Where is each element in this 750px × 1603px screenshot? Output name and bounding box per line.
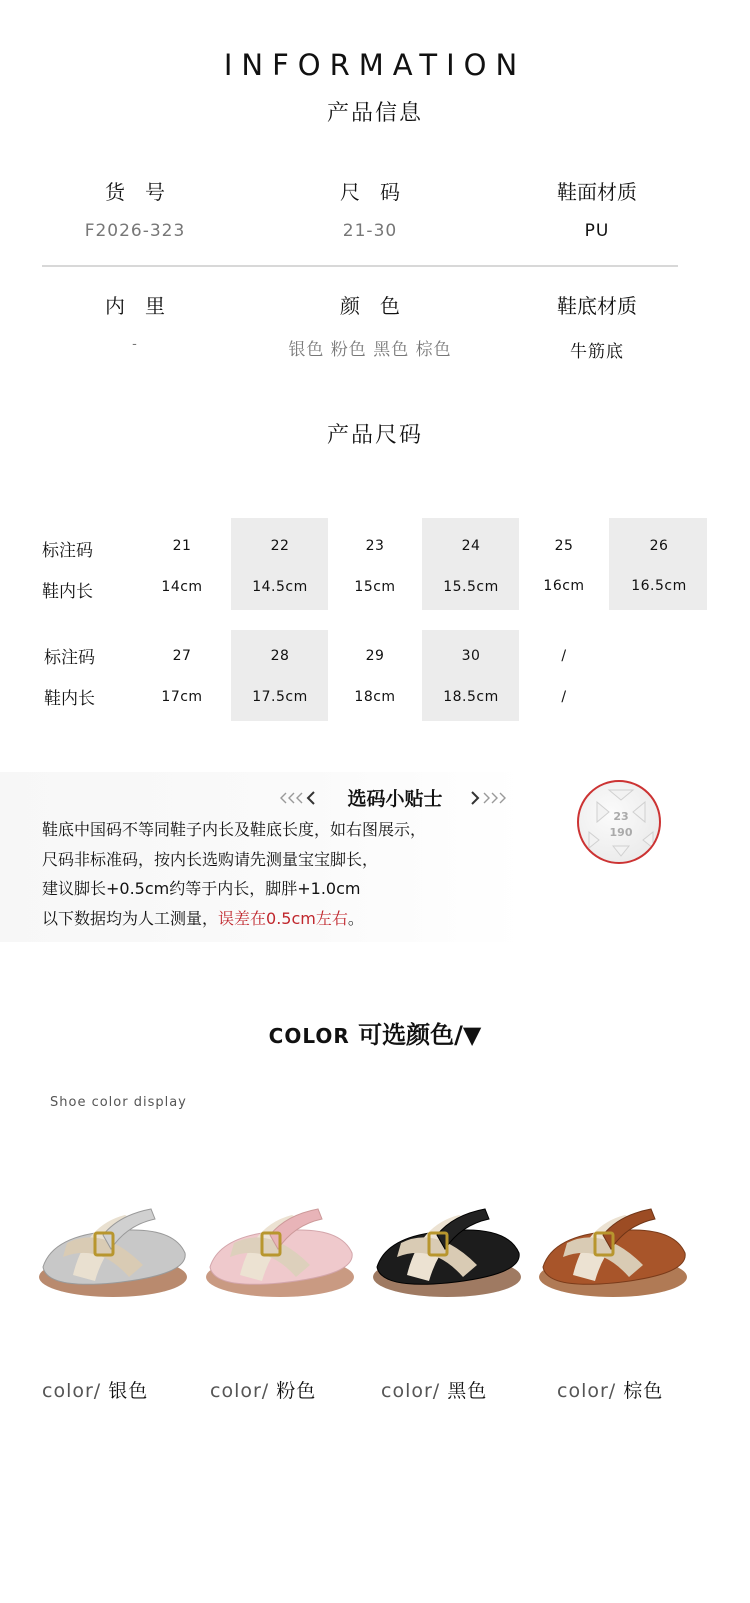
tips-line: 鞋底中国码不等同鞋子内长及鞋底长度，如右图展示， (42, 820, 427, 839)
size-code: 28 (270, 648, 290, 664)
color-label-black (381, 1376, 487, 1403)
info-value: 21-30 (342, 221, 398, 241)
color-title-en: COLOR (268, 1024, 350, 1048)
tips-highlight: 误差在0.5cm左右 (218, 909, 348, 928)
color-name: 棕色 (623, 1380, 664, 1402)
color-prefix: color/ (557, 1380, 617, 1402)
row-label-length: 鞋内长 (44, 689, 95, 709)
info-label: 颜 色 (340, 294, 400, 318)
header-title-cn: 产品信息 (326, 101, 423, 126)
info-item-lining (15, 290, 255, 352)
info-label: 内 里 (105, 294, 165, 318)
size-length: 18cm (354, 689, 396, 705)
color-label-brown (557, 1376, 663, 1403)
size-code: 23 (365, 538, 385, 554)
size-code: 21 (172, 538, 192, 554)
size-code: / (561, 648, 567, 664)
size-cell-shade (231, 630, 328, 721)
info-value: 银色 粉色 黑色 棕色 (288, 340, 452, 360)
size-length: / (561, 689, 567, 705)
tips-line-prefix: 以下数据均为人工测量， (42, 909, 219, 928)
info-value: - (132, 337, 138, 352)
row-label-length: 鞋内长 (42, 582, 93, 602)
row-label-code: 标注码 (42, 541, 93, 561)
color-name: 银色 (108, 1380, 149, 1402)
size-length: 17.5cm (252, 689, 308, 705)
size-length: 17cm (161, 689, 203, 705)
shoe-brown-image (533, 1195, 693, 1305)
tips-line: 尺码非标准码，按内长选购请先测量宝宝脚长， (42, 850, 379, 869)
size-cell-shade (422, 518, 519, 610)
color-name: 粉色 (276, 1380, 317, 1402)
tips-chevron-right-icon (466, 791, 510, 805)
info-item-size (250, 176, 490, 241)
size-length: 14.5cm (252, 579, 308, 595)
tips-line-suffix: 。 (347, 909, 364, 928)
size-code: 25 (554, 538, 574, 554)
shoe-silver-image (33, 1195, 193, 1305)
info-label: 鞋底材质 (557, 294, 637, 318)
size-length: 16cm (543, 578, 585, 594)
color-section-title (0, 1015, 750, 1050)
size-length: 15.5cm (443, 579, 499, 595)
color-label-silver (42, 1376, 148, 1403)
header-title-en: INFORMATION (223, 48, 527, 82)
sole-pattern-icon (579, 782, 661, 864)
size-cell-shade (609, 518, 707, 610)
size-code: 29 (365, 648, 385, 664)
size-length: 15cm (354, 579, 396, 595)
color-label-pink (210, 1376, 316, 1403)
info-label: 鞋面材质 (557, 180, 637, 204)
info-value: 牛筋底 (570, 342, 624, 362)
size-length: 14cm (161, 579, 203, 595)
info-item-article (15, 176, 255, 241)
sole-length-number: 190 (609, 826, 633, 839)
size-section-title: 产品尺码 (326, 423, 423, 448)
size-code: 30 (461, 648, 481, 664)
size-code: 27 (172, 648, 192, 664)
color-title-cn: 可选颜色/▼ (358, 1021, 482, 1049)
info-item-upper-material (477, 176, 717, 241)
info-item-sole-material (477, 290, 717, 362)
row-label-code: 标注码 (44, 648, 95, 668)
info-item-color (250, 290, 490, 360)
info-value: F2026-323 (84, 221, 186, 241)
sole-closeup-image (577, 780, 661, 864)
color-prefix: color/ (210, 1380, 270, 1402)
shoe-caption: Shoe color display (50, 1095, 187, 1110)
shoe-pink-image (200, 1195, 360, 1305)
color-name: 黑色 (447, 1380, 488, 1402)
tips-line: 建议脚长+0.5cm约等于内长，脚胖+1.0cm (42, 879, 361, 898)
size-code: 22 (270, 538, 290, 554)
sole-size-number: 23 (613, 810, 629, 823)
tips-chevron-left-icon (276, 791, 320, 805)
size-code: 26 (649, 538, 669, 554)
shoe-black-image (367, 1195, 527, 1305)
color-prefix: color/ (381, 1380, 441, 1402)
tips-line (42, 906, 364, 929)
info-label: 尺 码 (340, 180, 400, 204)
info-divider (42, 265, 678, 267)
info-value: PU (584, 221, 610, 241)
size-cell-shade (422, 630, 519, 721)
tips-title: 选码小贴士 (347, 788, 443, 810)
size-cell-shade (231, 518, 328, 610)
size-code: 24 (461, 538, 481, 554)
size-length: 18.5cm (443, 689, 499, 705)
info-label: 货 号 (105, 180, 165, 204)
size-length: 16.5cm (631, 578, 687, 594)
color-prefix: color/ (42, 1380, 102, 1402)
